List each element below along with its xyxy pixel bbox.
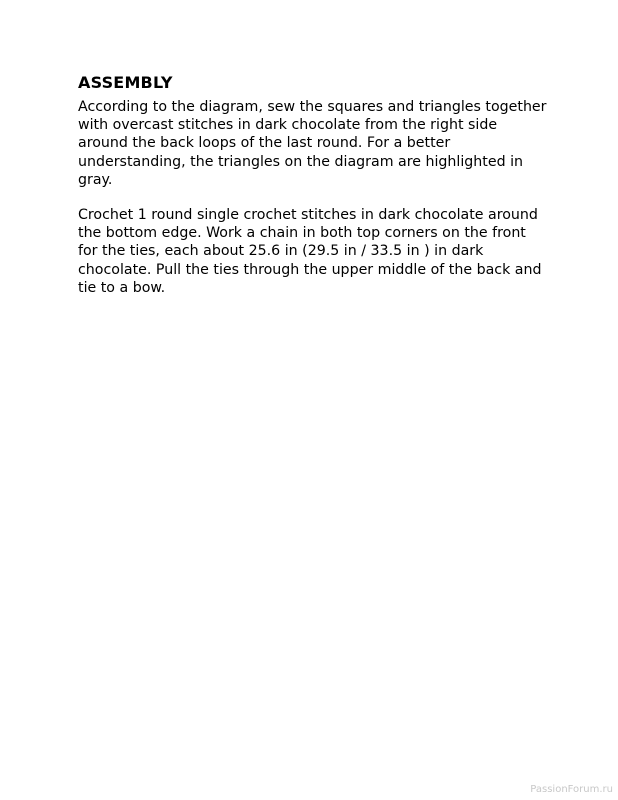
document-content [78, 73, 548, 297]
paragraph-assembly-instructions: According to the diagram, sew the squares and triangles together with overcast stitches in dark chocolate from the right side around the back loops of the last round. For a better understanding, the triangles on the diagram are highlighted in gray. [78, 99, 547, 188]
watermark: PassionForum.ru [530, 784, 613, 795]
section-heading: ASSEMBLY [78, 73, 173, 92]
paragraph-edging-and-ties: Crochet 1 round single crochet stitches in dark chocolate around the bottom edge. Work a chain in both top corners on the front for the ties, each about 25.6 in (29.5 in / 33.5 in ) in dark chocolate. Pull the ties through the upper middle of the back and tie to a bow. [78, 207, 542, 296]
